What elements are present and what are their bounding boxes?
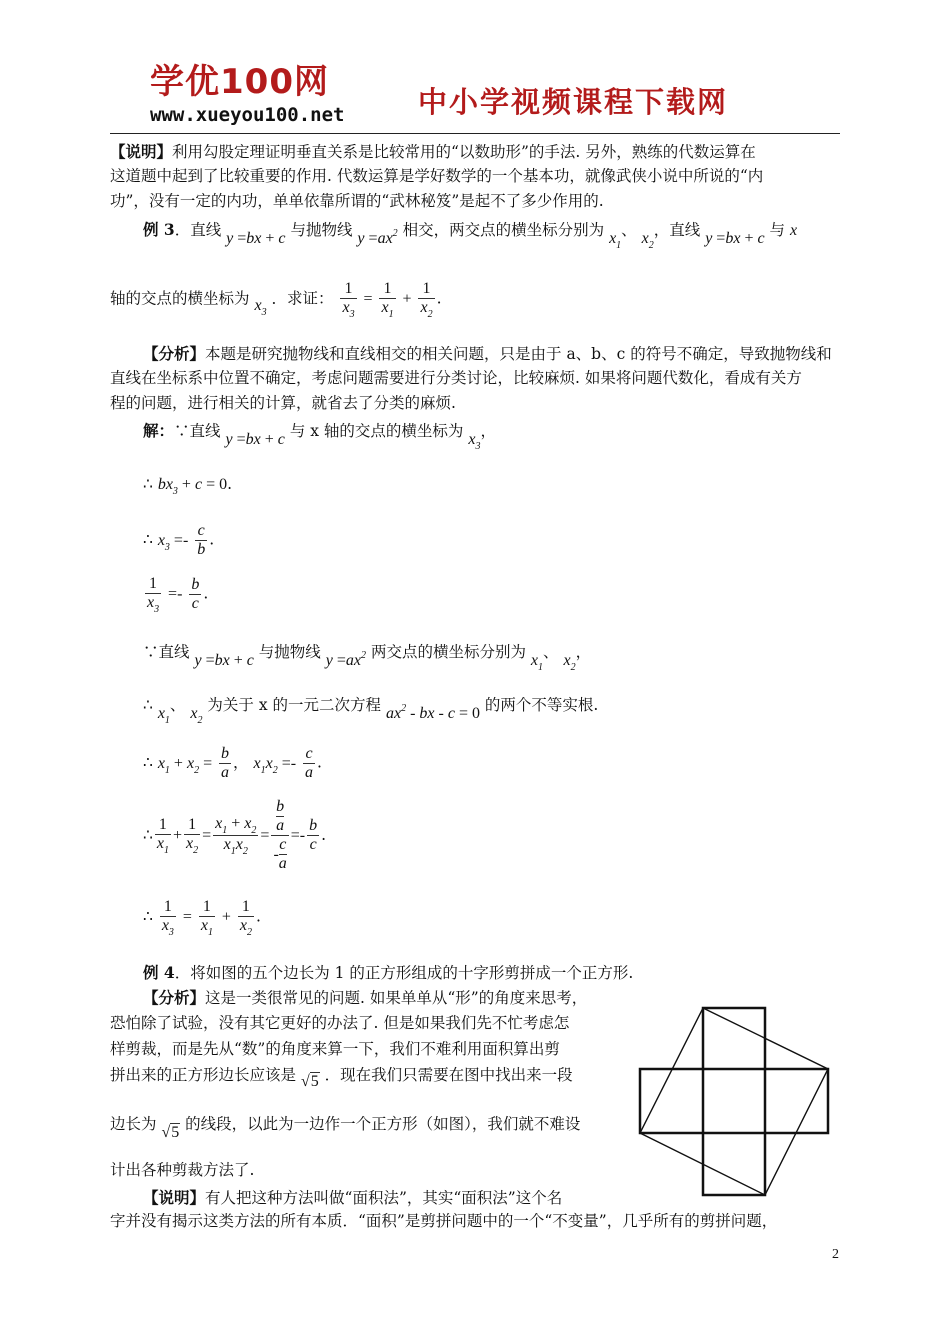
example4-analysis-line6: 计出各种剪裁方法了. <box>110 1161 255 1179</box>
example3-claim: 轴的交点的横坐标为 $x_3$ ．求证： $\frac{1}{x_3}$ = $\frac{1}{x_1}$ + $\frac{1}{x_2}$ . <box>110 280 442 320</box>
cross-figure <box>636 1005 836 1200</box>
solution-step9: ∴ $\frac{1}{x_3}$ = $\frac{1}{x_1}$ + $\frac{1}{x_2}$ . <box>143 898 261 938</box>
note1-line2: 这道题中起到了比较重要的作用. 代数运算是学好数学的一个基本功，就像武侠小说中所说的“内 <box>110 167 764 185</box>
solution-step8: ∴ $\frac{1}{x_1}$ + $\frac{1}{x_2}$ = $\frac{x_1 + x_2}{x_1x_2}$ = b a - c a =- $\frac{b}{c}$ . <box>143 798 327 872</box>
note2-line1: 【说明】有人把这种方法叫做“面积法”，其实“面积法”这个名 <box>143 1188 563 1207</box>
solution-step4: $\frac{1}{x_3}$ =- $\frac{b}{c}$ . <box>147 575 209 615</box>
logo-title: 学优100网 <box>150 62 329 102</box>
header-slogan: 中小学视频课程下载网 <box>418 85 729 119</box>
solution-step3: ∴ $x_3$ =- $\frac{c}{b}$ . <box>143 522 215 558</box>
example4-analysis-line5: 边长为 √5 的线段，以此为一边作一个正方形（如图），我们就不难设 <box>110 1115 581 1141</box>
logo-url: www.xueyou100.net <box>150 104 345 126</box>
analysis-line3: 程的问题，进行相关的计算，就省去了分类的麻烦. <box>110 394 456 412</box>
example4-analysis-line1: 【分析】这是一类很常见的问题. 如果单单从“形”的角度来思考， <box>143 988 588 1007</box>
solution-step2: ∴ $bx_3 + c = 0$. <box>143 475 233 497</box>
example4-analysis-line2: 恐怕除了试验，没有其它更好的办法了. 但是如果我们先不忙考虑怎 <box>110 1014 570 1032</box>
solution-step6: ∴ $x_1$、 $x_2$ 为关于 x 的一元二次方程 $ax^2$ - bx - c = 0 的两个不等实根. <box>143 696 599 726</box>
example4-statement: 例 4．将如图的五个边长为 1 的正方形组成的十字形剪拼成一个正方形. <box>143 963 634 982</box>
cross-outline <box>640 1008 828 1195</box>
note1-line3: 功”，没有一定的内功，单单依靠所谓的“武林秘笈”是起不了多少作用的. <box>110 192 604 210</box>
solution-step1: 解：∵直线 y =bx + c 与 x 轴的交点的横坐标为 $x_3$， <box>143 421 496 452</box>
inscribed-square <box>640 1008 828 1195</box>
header-rule <box>110 133 840 134</box>
note2-line2: 字并没有揭示这类方法的所有本质．“面积”是剪拼问题中的一个“不变量”，几乎所有的剪拼问题， <box>110 1212 778 1230</box>
note1-line1: 【说明】利用勾股定理证明垂直关系是比较常用的“以数助形”的手法. 另外，熟练的代数运算在 <box>110 142 756 161</box>
analysis-line1: 【分析】本题是研究抛物线和直线相交的相关问题，只是由于 a、b、c 的符号不确定，导致抛物线和 <box>143 344 832 363</box>
solution-step5: ∵直线 y =bx + c 与抛物线 $y =ax^2$ 两交点的横坐标分别为 $x_1$、 $x_2$， <box>143 643 592 673</box>
example4-analysis-line4: 拼出来的正方形边长应该是 √5 ．现在我们只需要在图中找出来一段 <box>110 1066 573 1090</box>
solution-step7: ∴ $x_1 + x_2$ = $\frac{b}{a}$ ， $x_1x_2$ =- $\frac{c}{a}$ . <box>143 745 322 781</box>
site-logo <box>150 62 365 132</box>
analysis-line2: 直线在坐标系中位置不确定，考虑问题需要进行分类讨论，比较麻烦. 如果将问题代数化，看成有关方 <box>110 369 802 387</box>
example4-analysis-line3: 样剪裁，而是先从“数”的角度来算一下，我们不难利用面积算出剪 <box>110 1040 560 1058</box>
page-number: 2 <box>832 1247 839 1262</box>
example3-statement: 例 3．直线 y =bx + c 与抛物线 $y =ax^2$ 相交，两交点的横坐标分别为 $x_1$、 $x_2$，直线 y =bx + c 与 x <box>143 220 798 251</box>
